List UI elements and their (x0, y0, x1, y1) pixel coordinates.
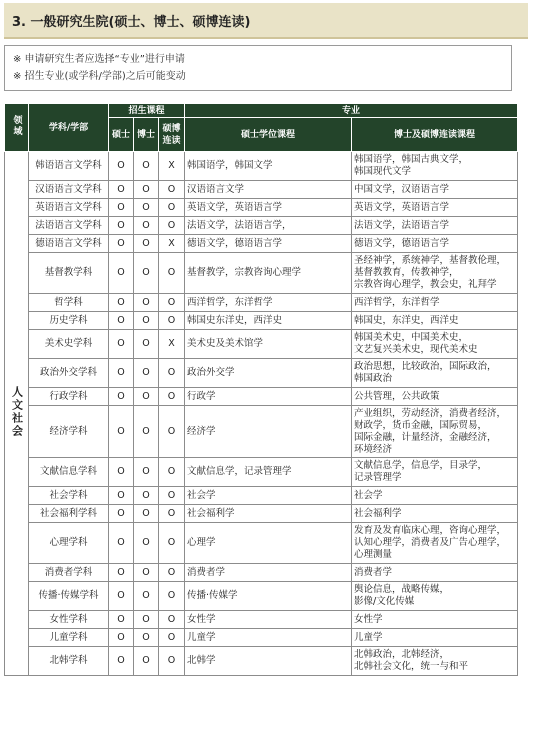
master-mark: O (109, 235, 134, 253)
dept-cell: 女性学科 (29, 611, 109, 629)
doctor-major-cell (352, 330, 518, 359)
combined-mark: O (159, 406, 185, 458)
doctor-major-line: 西洋哲学，东洋哲学 (354, 296, 440, 308)
master-mark: O (109, 505, 134, 523)
doctor-major-cell (352, 564, 518, 582)
combined-mark: O (159, 388, 185, 406)
combined-mark: O (159, 505, 185, 523)
doctor-major-cell (352, 388, 518, 406)
combined-mark: O (159, 523, 185, 564)
doctor-major-line: 记录管理学 (354, 472, 402, 483)
table-row (5, 629, 518, 647)
combined-mark: O (159, 253, 185, 294)
dept-cell: 社会学科 (29, 487, 109, 505)
doctor-major-line: 社会福利学 (354, 507, 402, 519)
header-dept: 学科/学部 (29, 104, 109, 152)
table-row (5, 312, 518, 330)
doctor-major-line: 韩国美术史，中国美术史， (354, 332, 469, 343)
doctor-major-line: 认知心理学，消费者及广告心理学， (354, 537, 507, 548)
master-major-cell: 法语文学，法语语言学， (185, 217, 352, 235)
dept-cell: 文献信息学科 (29, 458, 109, 487)
doctor-major-cell (352, 217, 518, 235)
combined-mark: O (159, 217, 185, 235)
master-mark: O (109, 294, 134, 312)
dept-cell: 法语语言文学科 (29, 217, 109, 235)
master-mark: O (109, 253, 134, 294)
table-row (5, 330, 518, 359)
doctor-major-cell (352, 505, 518, 523)
table-row (5, 294, 518, 312)
header-doctor-major: 博士及硕博连读课程 (352, 118, 518, 152)
dept-cell: 基督教学科 (29, 253, 109, 294)
master-major-cell: 美术史及美术馆学 (185, 330, 352, 359)
doctor-major-line: 圣经神学，系统神学，基督教伦理， (354, 255, 507, 266)
master-major-cell: 韩国语学，韩国文学 (185, 152, 352, 181)
combined-mark: X (159, 235, 185, 253)
doctor-major-line: 北韩政治，北韩经济， (354, 649, 450, 660)
table-row (5, 523, 518, 564)
doctor-major-cell (352, 294, 518, 312)
combined-mark: O (159, 647, 185, 676)
combined-mark: X (159, 152, 185, 181)
doctor-mark: O (134, 629, 159, 647)
doctor-major-line: 文艺复兴美术史，现代美术史 (354, 344, 478, 355)
master-mark: O (109, 564, 134, 582)
header-major: 专业 (185, 104, 518, 118)
table-row (5, 647, 518, 676)
doctor-major-cell (352, 253, 518, 294)
master-mark: O (109, 647, 134, 676)
table-row (5, 388, 518, 406)
table-row (5, 359, 518, 388)
master-major-cell: 文献信息学，记录管理学 (185, 458, 352, 487)
table-row (5, 487, 518, 505)
master-mark: O (109, 487, 134, 505)
master-major-cell: 女性学 (185, 611, 352, 629)
master-mark: O (109, 359, 134, 388)
doctor-major-line: 文献信息学，信息学，目录学， (354, 460, 488, 471)
program-table (4, 103, 518, 676)
master-mark: O (109, 217, 134, 235)
doctor-mark: O (134, 582, 159, 611)
table-row (5, 253, 518, 294)
doctor-mark: O (134, 388, 159, 406)
table-row (5, 458, 518, 487)
note-line: ※ 申请研究生者应选择“专业”进行申请 (13, 54, 185, 65)
master-mark: O (109, 199, 134, 217)
section-title: 3. 一般研究生院(硕士、博士、硕博连读) (12, 15, 251, 30)
master-major-cell: 心理学 (185, 523, 352, 564)
doctor-mark: O (134, 406, 159, 458)
dept-cell: 经济学科 (29, 406, 109, 458)
table-row (5, 199, 518, 217)
domain-cell: 人文社会 (5, 152, 29, 676)
master-mark: O (109, 152, 134, 181)
doctor-major-line: 公共管理，公共政策 (354, 390, 440, 402)
doctor-major-cell (352, 312, 518, 330)
dept-cell: 北韩学科 (29, 647, 109, 676)
doctor-major-line: 宗教咨询心理学，教会史，礼拜学 (354, 279, 497, 290)
dept-cell: 德语语言文学科 (29, 235, 109, 253)
doctor-major-line: 舆论信息，战略传媒， (354, 584, 450, 595)
doctor-major-line: 英语文学，英语语言学 (354, 201, 450, 213)
master-major-cell: 消费者学 (185, 564, 352, 582)
combined-mark: O (159, 458, 185, 487)
doctor-major-line: 韩国现代文学 (354, 166, 412, 177)
master-mark: O (109, 582, 134, 611)
master-major-cell: 政治外交学 (185, 359, 352, 388)
doctor-major-line: 环境经济 (354, 443, 393, 455)
doctor-mark: O (134, 487, 159, 505)
note-line: ※ 招生专业(或学科/学部)之后可能变动 (13, 71, 186, 82)
table-row (5, 406, 518, 458)
doctor-mark: O (134, 611, 159, 629)
master-mark: O (109, 312, 134, 330)
doctor-major-line: 女性学 (354, 613, 383, 625)
doctor-major-line: 北韩社会文化，统一与和平 (354, 661, 469, 672)
doctor-mark: O (134, 505, 159, 523)
doctor-major-cell (352, 647, 518, 676)
dept-cell: 汉语语言文学科 (29, 181, 109, 199)
dept-cell: 哲学科 (29, 294, 109, 312)
doctor-major-cell (352, 181, 518, 199)
master-mark: O (109, 611, 134, 629)
master-major-cell: 英语文学，英语语言学 (185, 199, 352, 217)
master-mark: O (109, 181, 134, 199)
master-major-cell: 行政学 (185, 388, 352, 406)
doctor-mark: O (134, 217, 159, 235)
dept-cell: 英语语言文学科 (29, 199, 109, 217)
section-title-bar (4, 3, 528, 39)
combined-mark: O (159, 312, 185, 330)
header-master: 硕士 (109, 118, 134, 152)
doctor-mark: O (134, 312, 159, 330)
doctor-major-cell (352, 359, 518, 388)
table-row (5, 235, 518, 253)
combined-mark: O (159, 487, 185, 505)
doctor-major-cell (352, 199, 518, 217)
combined-mark: O (159, 582, 185, 611)
combined-mark: O (159, 294, 185, 312)
doctor-mark: O (134, 294, 159, 312)
table-body (5, 152, 518, 676)
doctor-mark: O (134, 235, 159, 253)
doctor-major-line: 政治思想，比较政治，国际政治， (354, 361, 497, 372)
dept-cell: 心理学科 (29, 523, 109, 564)
table-row (5, 611, 518, 629)
doctor-mark: O (134, 152, 159, 181)
doctor-major-line: 社会学 (354, 489, 383, 501)
dept-cell: 消费者学科 (29, 564, 109, 582)
doctor-mark: O (134, 253, 159, 294)
doctor-major-line: 消费者学 (354, 566, 393, 578)
dept-cell: 社会福利学科 (29, 505, 109, 523)
dept-cell: 韩语语言文学科 (29, 152, 109, 181)
table-row (5, 582, 518, 611)
doctor-major-cell (352, 487, 518, 505)
doctor-mark: O (134, 647, 159, 676)
combined-mark: X (159, 330, 185, 359)
doctor-mark: O (134, 523, 159, 564)
master-major-cell: 基督教学，宗教咨询心理学 (185, 253, 352, 294)
dept-cell: 美术史学科 (29, 330, 109, 359)
master-major-cell: 经济学 (185, 406, 352, 458)
master-mark: O (109, 458, 134, 487)
master-mark: O (109, 330, 134, 359)
table-row (5, 505, 518, 523)
combined-mark: O (159, 629, 185, 647)
dept-cell: 历史学科 (29, 312, 109, 330)
combined-mark: O (159, 564, 185, 582)
master-mark: O (109, 629, 134, 647)
header-master-major: 硕士学位课程 (185, 118, 352, 152)
doctor-major-line: 财政学，货币金融，国际贸易， (354, 419, 488, 431)
dept-cell: 传播·传媒学科 (29, 582, 109, 611)
master-major-cell: 德语文学，德语语言学 (185, 235, 352, 253)
header-courses: 招生课程 (109, 104, 185, 118)
doctor-mark: O (134, 330, 159, 359)
doctor-major-cell (352, 582, 518, 611)
master-mark: O (109, 406, 134, 458)
master-major-cell: 北韩学 (185, 647, 352, 676)
doctor-mark: O (134, 181, 159, 199)
doctor-major-cell (352, 152, 518, 181)
dept-cell: 行政学科 (29, 388, 109, 406)
doctor-major-line: 国际金融，计量经济，金融经济， (354, 431, 497, 443)
notes-box (4, 45, 512, 91)
header-doctor: 博士 (134, 118, 159, 152)
doctor-major-line: 基督教教育，传教神学， (354, 267, 459, 278)
doctor-major-line: 韩国史，东洋史，西洋史 (354, 314, 459, 326)
master-major-cell: 西洋哲学，东洋哲学 (185, 294, 352, 312)
master-major-cell: 韩国史东洋史，西洋史 (185, 312, 352, 330)
table-row (5, 217, 518, 235)
table-row (5, 152, 518, 181)
doctor-major-cell (352, 629, 518, 647)
master-mark: O (109, 523, 134, 564)
doctor-mark: O (134, 359, 159, 388)
master-mark: O (109, 388, 134, 406)
combined-mark: O (159, 199, 185, 217)
master-major-cell: 社会学 (185, 487, 352, 505)
doctor-major-line: 中国文学，汉语语言学 (354, 183, 450, 195)
dept-cell: 儿童学科 (29, 629, 109, 647)
doctor-major-line: 韩国语学，韩国古典文学， (354, 154, 469, 165)
doctor-major-cell (352, 611, 518, 629)
doctor-mark: O (134, 199, 159, 217)
doctor-major-cell (352, 406, 518, 458)
doctor-major-line: 儿童学 (354, 631, 383, 643)
doctor-major-cell (352, 235, 518, 253)
combined-mark: O (159, 359, 185, 388)
doctor-major-line: 德语文学，德语语言学 (354, 237, 450, 249)
master-major-cell: 汉语语言文学 (185, 181, 352, 199)
combined-mark: O (159, 611, 185, 629)
master-major-cell: 传播·传媒学 (185, 582, 352, 611)
master-major-cell: 社会福利学 (185, 505, 352, 523)
master-major-cell: 儿童学 (185, 629, 352, 647)
doctor-mark: O (134, 564, 159, 582)
doctor-major-line: 韩国政治 (354, 373, 393, 384)
combined-mark: O (159, 181, 185, 199)
doctor-major-line: 产业组织，劳动经济，消费者经济， (354, 407, 507, 419)
doctor-major-cell (352, 458, 518, 487)
doctor-mark: O (134, 458, 159, 487)
header-combined: 硕博连读 (159, 118, 185, 152)
dept-cell: 政治外交学科 (29, 359, 109, 388)
table-row (5, 181, 518, 199)
table-row (5, 564, 518, 582)
doctor-major-line: 影像/文化传媒 (354, 596, 415, 607)
header-domain: 领域 (5, 104, 29, 152)
doctor-major-line: 法语文学，法语语言学 (354, 219, 450, 231)
doctor-major-cell (352, 523, 518, 564)
doctor-major-line: 心理测量 (354, 549, 393, 560)
doctor-major-line: 发育及发育临床心理，咨询心理学， (354, 525, 507, 536)
